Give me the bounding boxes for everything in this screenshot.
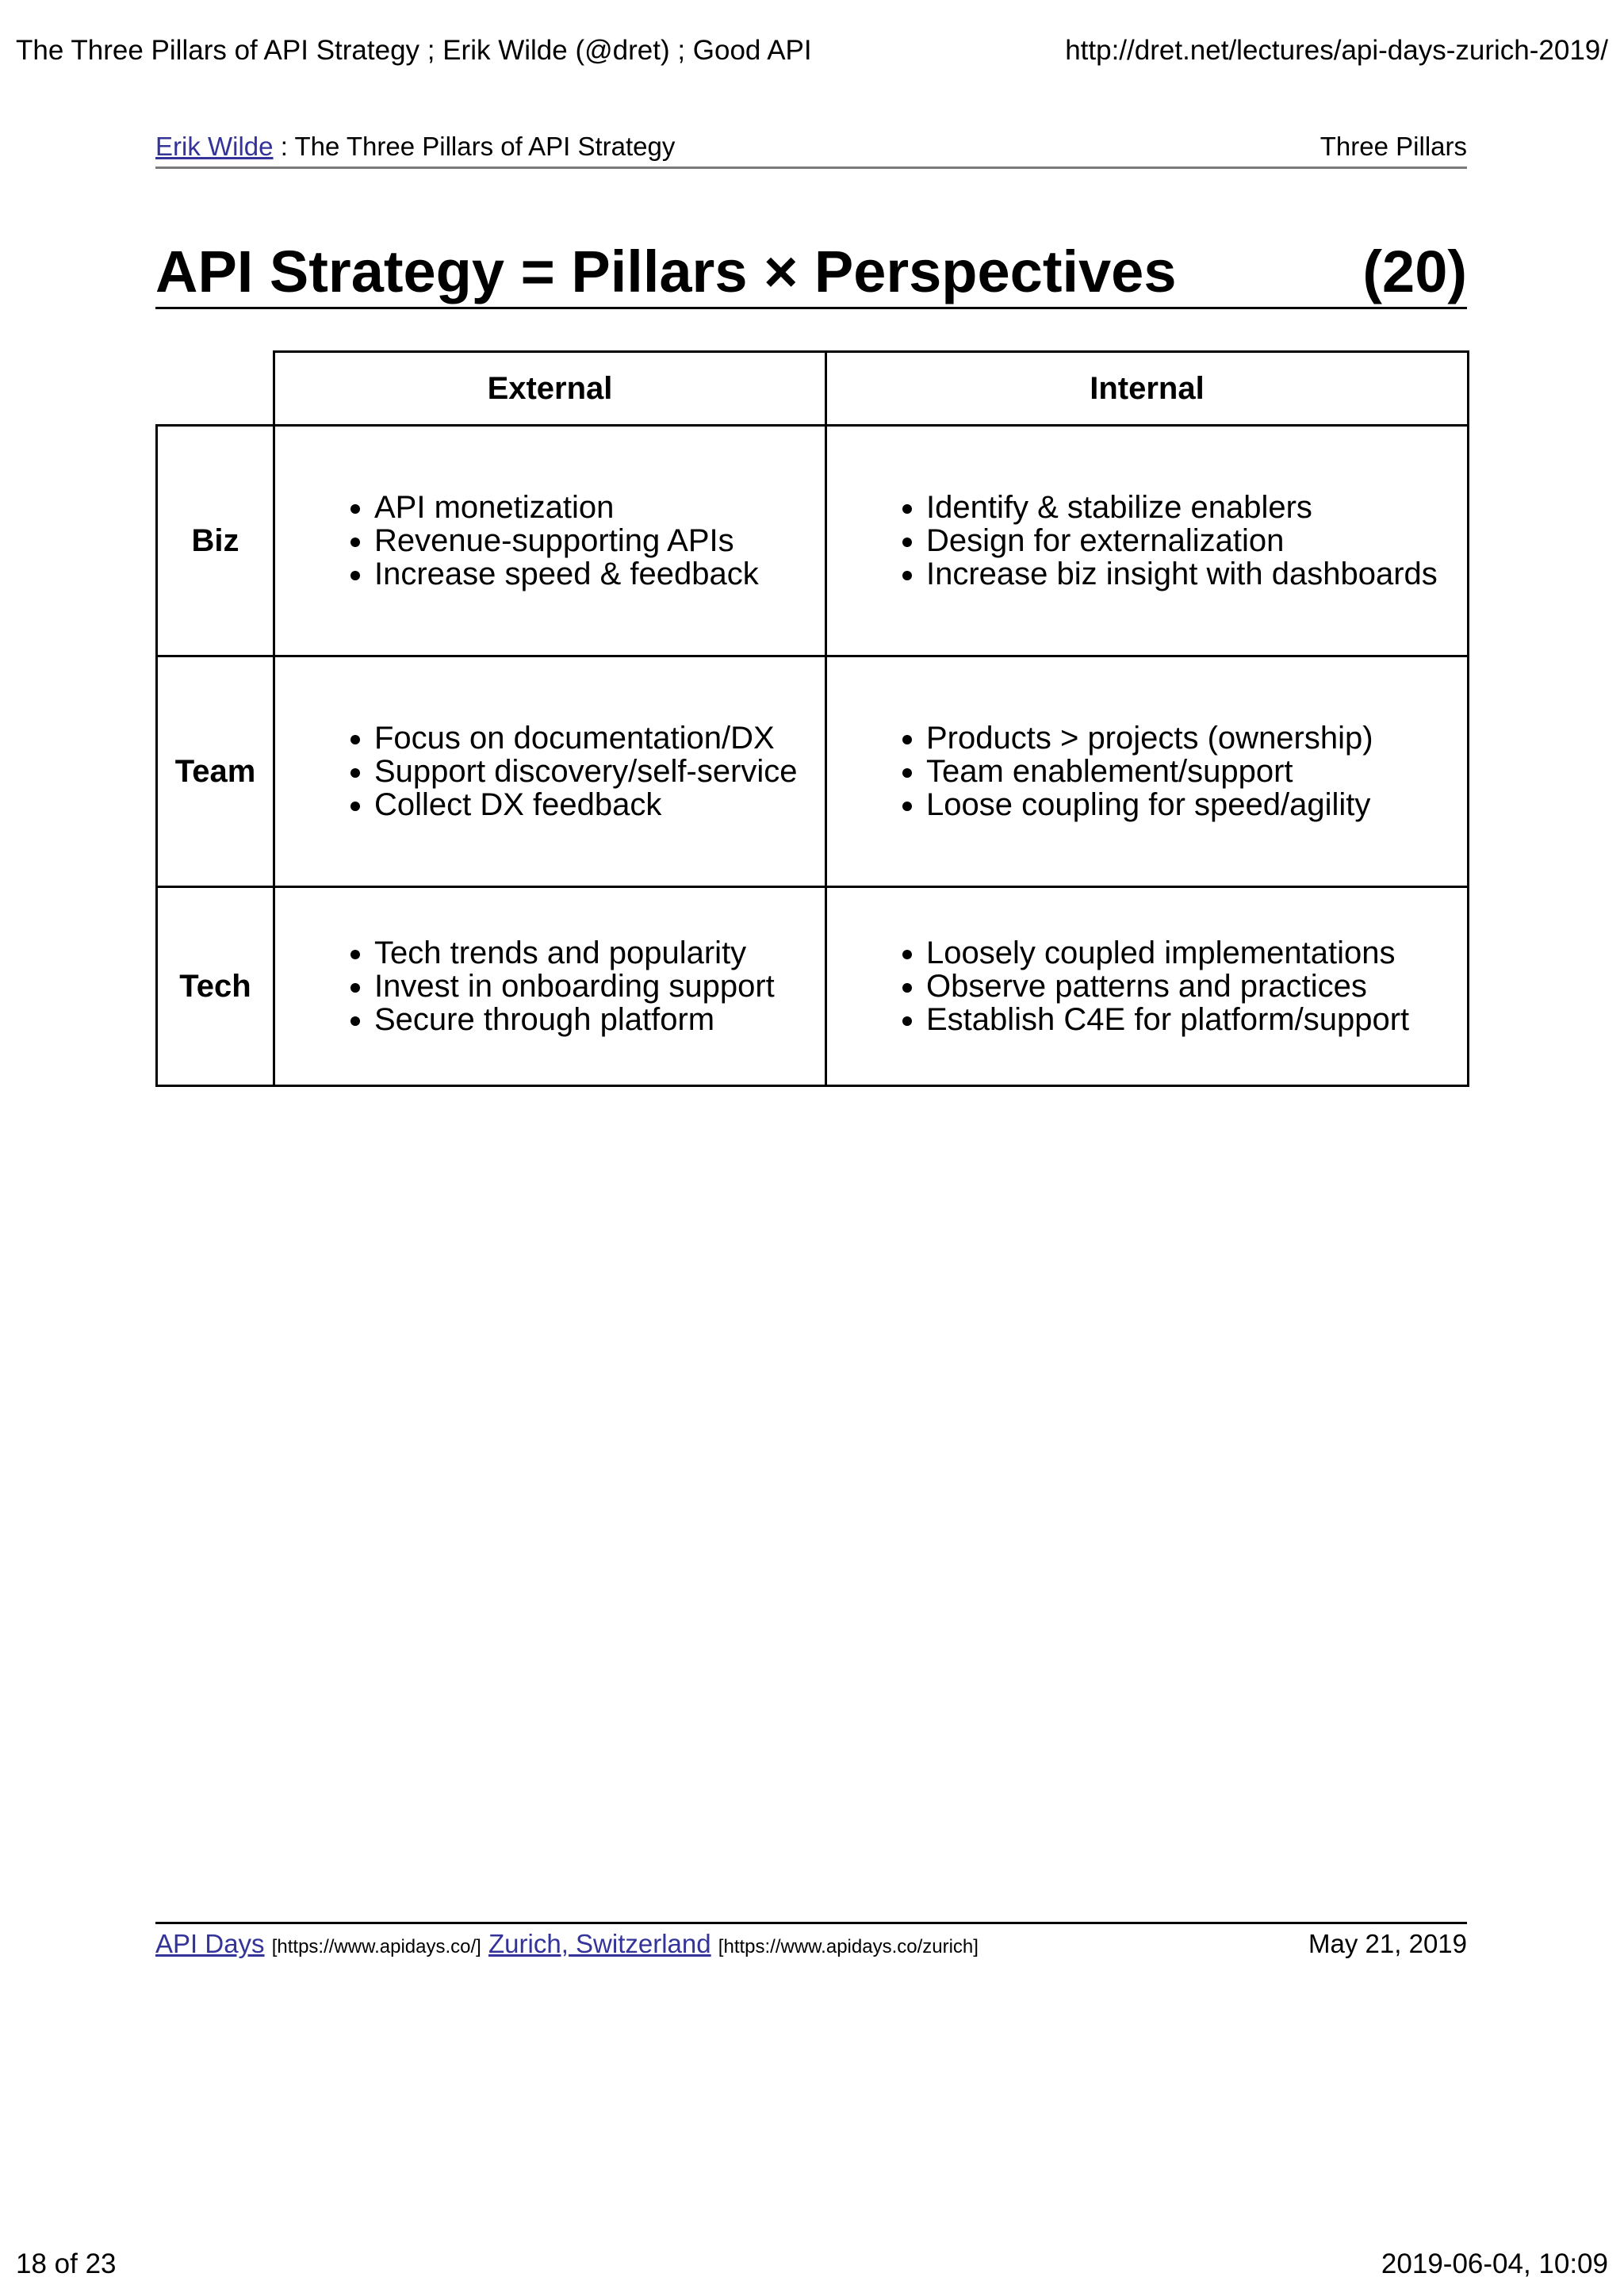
print-header-url: http://dret.net/lectures/api-days-zurich-2019/ [1065,35,1608,66]
list-item: • Increase biz insight with dashboards [926,557,1466,591]
row-header-team: Team [157,656,274,887]
list-item: • Collect DX feedback [374,788,824,821]
list-item: • Observe patterns and practices [926,970,1466,1003]
print-header-title: The Three Pillars of API Strategy ; Erik Wilde (@dret) ; Good API [16,35,812,66]
cell-biz-external [274,426,826,656]
list-item: • Identify & stabilize enablers [926,491,1466,524]
cell-team-external [274,656,826,887]
slide-footer-left [155,1927,979,1964]
list-item: • Focus on documentation/DX [374,721,824,755]
section-name: Three Pillars [1320,132,1467,161]
row-header-biz: Biz [157,426,274,656]
table-row [157,656,1469,887]
slide [155,130,1467,1087]
lecture-title: : The Three Pillars of API Strategy [273,132,676,161]
column-header-internal: Internal [826,352,1469,426]
location-url-note: [https://www.apidays.co/zurich] [718,1936,979,1957]
slide-title-text: API Strategy = Pillars × Perspectives [155,239,1177,304]
author-link[interactable]: Erik Wilde [155,132,274,161]
slide-header [155,130,1467,169]
slide-footer [155,1922,1467,1964]
cell-tech-external [274,887,826,1086]
print-timestamp: 2019-06-04, 10:09 [1381,2248,1608,2279]
list-item: • Revenue-supporting APIs [374,524,824,557]
event-url-note: [https://www.apidays.co/] [271,1936,481,1957]
table-corner [157,352,274,426]
row-header-tech: Tech [157,887,274,1086]
event-link[interactable]: API Days [155,1929,265,1958]
column-header-external: External [274,352,826,426]
cell-tech-internal [826,887,1469,1086]
slide-number: (20) [1362,239,1467,304]
list-item: • Tech trends and popularity [374,936,824,970]
table-row [157,426,1469,656]
page-counter: 18 of 23 [16,2248,117,2279]
list-item: • API monetization [374,491,824,524]
list-item: • Team enablement/support [926,755,1466,788]
pillars-perspectives-table [155,350,1469,1087]
slide-title [155,239,1467,309]
list-item: • Invest in onboarding support [374,970,824,1003]
list-item: • Increase speed & feedback [374,557,824,591]
cell-team-internal [826,656,1469,887]
table-header-row [157,352,1469,426]
list-item: • Design for externalization [926,524,1466,557]
list-item: • Loosely coupled implementations [926,936,1466,970]
list-item: • Secure through platform [374,1003,824,1036]
list-item: • Loose coupling for speed/agility [926,788,1466,821]
location-link[interactable]: Zurich, Switzerland [488,1929,711,1958]
list-item: • Establish C4E for platform/support [926,1003,1466,1036]
table-row [157,887,1469,1086]
slide-header-left [155,130,675,163]
cell-biz-internal [826,426,1469,656]
event-date: May 21, 2019 [1308,1929,1467,1958]
list-item: • Products > projects (ownership) [926,721,1466,755]
list-item: • Support discovery/self-service [374,755,824,788]
